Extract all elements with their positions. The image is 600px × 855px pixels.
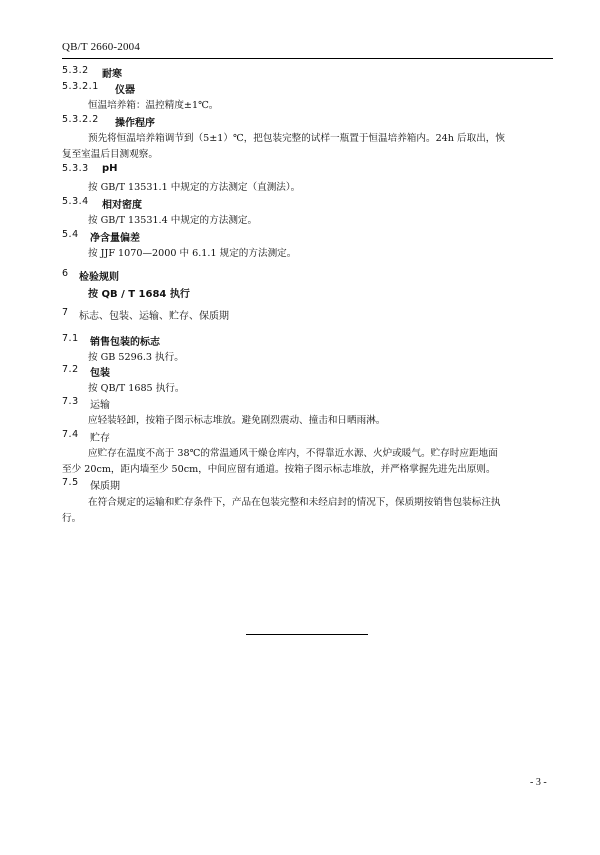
section-title-5-3-2-2: 操作程序 [115, 118, 155, 129]
section-number-5-3-2-2: 5.3.2.2 [62, 114, 99, 125]
section-title-7-2: 包装 [90, 368, 110, 379]
section-number-5-3-2-1: 5.3.2.1 [62, 81, 99, 92]
section-number-6: 6 [62, 268, 69, 279]
section-title-7-1: 销售包装的标志 [90, 337, 160, 348]
end-of-document-rule [246, 634, 368, 635]
section-text-7-1: 按 GB 5296.3 执行。 [88, 352, 184, 363]
section-title-5-3-2-1: 仪器 [115, 85, 135, 96]
section-title-7-5: 保质期 [90, 481, 120, 492]
section-text-7-5-line1: 在符合规定的运输和贮存条件下，产品在包装完整和未经启封的情况下，保质期按销售包装标注执 [88, 497, 501, 508]
section-number-5-3-2: 5.3.2 [62, 65, 89, 76]
section-text-5-3-3: 按 GB/T 13531.1 中规定的方法测定（直测法）。 [88, 182, 301, 193]
section-text-5-3-2-2-line2: 复至室温后目测观察。 [62, 149, 158, 160]
section-title-5-3-2: 耐寒 [102, 69, 122, 80]
section-text-7-5-line2: 行。 [62, 513, 82, 524]
section-title-5-3-3: pH [102, 163, 118, 174]
section-text-7-3: 应轻装轻卸，按箱子图示标志堆放。避免剧烈震动、撞击和日晒雨淋。 [88, 415, 386, 426]
section-title-7-3: 运输 [90, 400, 110, 411]
section-text-5-3-2-1: 恒温培养箱：温控精度±1℃。 [88, 100, 219, 111]
section-number-5-4: 5.4 [62, 229, 79, 240]
page-number: - 3 - [530, 777, 547, 788]
section-title-7: 标志、包装、运输、贮存、保质期 [79, 311, 229, 322]
section-number-7-1: 7.1 [62, 333, 79, 344]
section-number-7-4: 7.4 [62, 429, 79, 440]
section-title-5-3-4: 相对密度 [102, 200, 142, 211]
section-text-7-2: 按 QB/T 1685 执行。 [88, 383, 185, 394]
section-text-7-4-line2: 至少 20cm，距内墙至少 50cm，中间应留有通道。按箱子图示标志堆放，并严格掌握先进先出原则。 [62, 464, 496, 475]
standard-code-header: QB/T 2660-2004 [62, 41, 141, 53]
header-rule [62, 58, 553, 59]
section-number-5-3-4: 5.3.4 [62, 196, 89, 207]
section-title-5-4: 净含量偏差 [90, 233, 140, 244]
section-text-7-4-line1: 应贮存在温度不高于 38℃的常温通风干燥仓库内，不得靠近水源、火炉或暖气。贮存时应距地面 [88, 448, 498, 459]
section-number-7-3: 7.3 [62, 396, 79, 407]
section-text-5-3-4: 按 GB/T 13531.4 中规定的方法测定。 [88, 215, 258, 226]
section-title-7-4: 贮存 [90, 433, 110, 444]
section-number-5-3-3: 5.3.3 [62, 163, 89, 174]
section-text-6: 按 QB / T 1684 执行 [88, 289, 190, 300]
section-number-7: 7 [62, 307, 69, 318]
section-text-5-4: 按 JJF 1070—2000 中 6.1.1 规定的方法测定。 [88, 248, 297, 259]
section-number-7-2: 7.2 [62, 364, 79, 375]
section-title-6: 检验规则 [79, 272, 119, 283]
section-text-5-3-2-2-line1: 预先将恒温培养箱调节到（5±1）℃，把包装完整的试样一瓶置于恒温培养箱内。24h 后取出，恢 [88, 133, 505, 144]
section-number-7-5: 7.5 [62, 477, 79, 488]
